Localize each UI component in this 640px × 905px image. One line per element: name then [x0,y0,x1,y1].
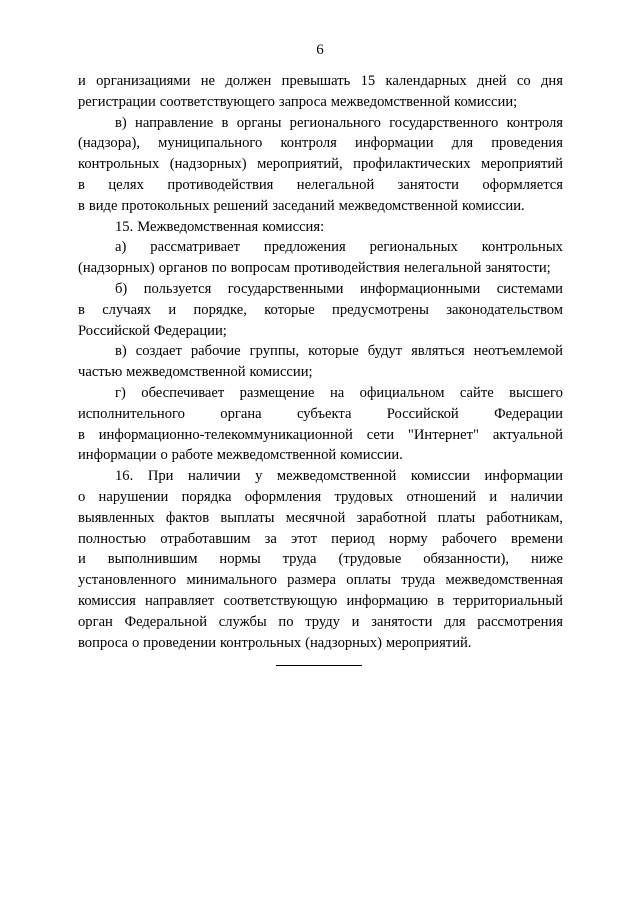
word: информации [484,468,563,485]
word: государственного [389,114,499,131]
word: контроля [280,135,337,152]
word: о [160,447,168,464]
word: отношений [406,488,477,505]
word: направляет [145,592,215,609]
word: и [351,613,360,630]
word: в [78,426,85,443]
word: работникам, [486,509,563,526]
word: рабочего [441,530,497,547]
document-body [78,71,563,653]
word: месячной [285,509,346,526]
word: у [255,468,263,485]
page-number: 6 [316,42,324,58]
word: контроля [506,114,563,131]
word: будут [367,343,403,360]
word: соответствующую [223,592,338,609]
text-line [78,404,563,425]
word: занятости [371,613,433,630]
word: (надзорных) [78,260,155,277]
text-line [78,92,563,113]
word: исполнительного [78,405,185,422]
word: информацию [346,592,429,609]
word: организациями [96,73,191,89]
word: а) [115,239,127,256]
word: контрольных [219,634,302,651]
word: информации [355,135,434,152]
word: муниципального [158,135,263,152]
word: оформляется [482,176,563,193]
word: норму [389,530,428,547]
word: в [78,197,85,214]
word: календарных [385,73,467,89]
word: противодействия [167,176,274,193]
word: рассматривает [150,239,240,256]
text-line [78,154,563,175]
word: в) [115,114,127,131]
word: рабочие [190,343,241,360]
word: межведомственная [445,572,563,589]
word: службы [218,613,267,630]
word: Федерации; [153,322,227,339]
word: рассмотрения [477,613,563,630]
text-line [78,487,563,508]
word: выплаты [220,509,275,526]
text-line [78,591,563,612]
word: органы [236,114,282,131]
word: наличии [510,488,563,505]
word: о [131,634,140,651]
word: комиссия [78,592,136,609]
word: со [516,73,531,89]
word: "Интернет" [407,426,479,443]
word: комиссии [410,468,470,485]
word: законодательством [446,301,563,318]
word: Межведомственная [137,218,259,235]
word: межведомственной [338,197,459,214]
text-line [78,508,563,529]
word: период [331,530,375,547]
text-line [78,445,563,466]
word: труду [305,613,340,630]
word: которые [264,301,315,318]
word: занятости [397,176,459,193]
word: частью [78,364,123,381]
word: труда [282,551,317,568]
word: комиссии. [340,447,403,464]
word: орган [78,613,113,630]
word: порядка [181,488,232,505]
word: предусмотрены [332,301,429,318]
word: контрольных [481,239,563,256]
word: о [78,488,86,505]
text-line [78,425,563,446]
text-line [78,466,563,487]
word: заработной [356,509,427,526]
word: Российской [78,322,150,339]
word: информационно-телекоммуникационной [98,426,353,443]
word: б) [115,280,128,297]
word: дня [540,73,563,89]
word: обязанности), [423,551,510,568]
text-line [78,258,563,279]
word: регионального [289,114,381,131]
word: проведения [491,135,563,152]
word: официальном [359,384,445,401]
word: трудовых [334,488,394,505]
word: актуальной [492,426,563,443]
text-line [78,196,563,217]
word: пользуется [143,280,212,297]
word: и [78,551,86,568]
word: размещение [239,384,315,401]
word: 15 [360,73,376,89]
word: оплаты [346,572,391,589]
word: дней [477,73,507,89]
word: минимального [186,572,277,589]
word: полностью [78,530,147,547]
word: межведомственной [330,93,451,110]
word: по [278,613,294,630]
word: на [329,384,345,401]
word: в [78,301,85,318]
word: занятости; [485,260,551,277]
word: системами [496,280,563,297]
word: заседаний [272,197,335,214]
word: для [444,613,466,630]
word: превышать [281,73,351,89]
word: органов [158,260,208,277]
word: межведомственной [126,364,246,381]
text-line [78,113,563,134]
word: ниже [530,551,563,568]
word: Федерации [494,405,563,422]
word: порядке, [193,301,247,318]
text-line [78,300,563,321]
word: комиссия: [262,218,325,235]
word: обеспечивает [141,384,225,401]
word: высшего [509,384,563,401]
word: противодействия [293,260,400,277]
word: направление [135,114,214,131]
word: решений [213,197,269,214]
word: не [200,73,216,89]
word: нелегальной [403,260,482,277]
word: в [78,176,85,193]
word: оформления [244,488,322,505]
word: нелегальной [296,176,375,193]
word: предложения [263,239,346,256]
word: сайте [459,384,494,401]
word: в [437,592,445,609]
word: г) [115,384,126,401]
text-line [78,362,563,383]
word: по [211,260,227,277]
word: субъекта [297,405,352,422]
word: целях [108,176,144,193]
word: неотъемлемой [473,343,563,360]
word: отработавшим [160,530,251,547]
word: При [147,468,174,485]
word: нарушении [98,488,169,505]
word: межведомственной [276,468,397,485]
word: 15. [115,218,134,235]
word: государственными [227,280,344,297]
word: (трудовые [338,551,402,568]
word: мероприятий [481,156,563,173]
text-line [78,71,563,92]
word: вопроса [78,634,128,651]
word: платы [437,509,476,526]
word: комиссии. [462,197,525,214]
word: контрольных [78,156,160,173]
word: Федеральной [124,613,208,630]
word: территориальный [453,592,563,609]
word: информации [78,447,157,464]
word: информационными [359,280,481,297]
word: и [78,73,86,89]
word: протокольных [121,197,210,214]
word: труда [401,572,436,589]
word: соответствующего [159,93,275,110]
text-line [78,217,563,238]
word: (надзорных) [305,634,382,651]
word: и [168,301,177,318]
word: (надзорных) [169,156,247,173]
word: группы, [249,343,300,360]
end-of-text-rule [276,665,362,666]
word: наличии [188,468,241,485]
word: и [489,488,498,505]
text-line [78,279,563,300]
word: органа [220,405,262,422]
word: выявленных [78,509,155,526]
text-line [78,341,563,362]
word: запроса [278,93,327,110]
text-line [78,549,563,570]
word: 16. [115,468,134,485]
text-line [78,570,563,591]
text-line [78,175,563,196]
word: Российской [386,405,459,422]
text-line [78,237,563,258]
word: (надзора), [78,135,141,152]
word: проведении [143,634,216,651]
word: случаях [102,301,152,318]
word: времени [510,530,563,547]
word: создает [135,343,182,360]
word: региональных [369,239,458,256]
text-line [78,612,563,633]
word: сети [366,426,395,443]
word: выполнившим [107,551,198,568]
word: мероприятий. [385,634,472,651]
word: нормы [219,551,261,568]
word: установленного [78,572,177,589]
text-line [78,321,563,342]
word: этот [291,530,317,547]
word: мероприятий, [257,156,343,173]
word: за [264,530,277,547]
word: виде [88,197,118,214]
word: вопросам [230,260,291,277]
word: комиссии; [454,93,518,110]
text-line [78,383,563,404]
word: межведомственной [216,447,337,464]
word: размера [287,572,336,589]
word: для [451,135,474,152]
word: в [221,114,229,131]
word: комиссии; [249,364,313,381]
word: должен [225,73,272,89]
word: фактов [165,509,210,526]
word: которые [308,343,359,360]
word: работе [171,447,213,464]
word: в) [115,343,127,360]
word: регистрации [78,93,156,110]
word: профилактических [353,156,471,173]
text-line [78,633,563,654]
word: являться [411,343,465,360]
text-line [78,529,563,550]
text-line [78,133,563,154]
